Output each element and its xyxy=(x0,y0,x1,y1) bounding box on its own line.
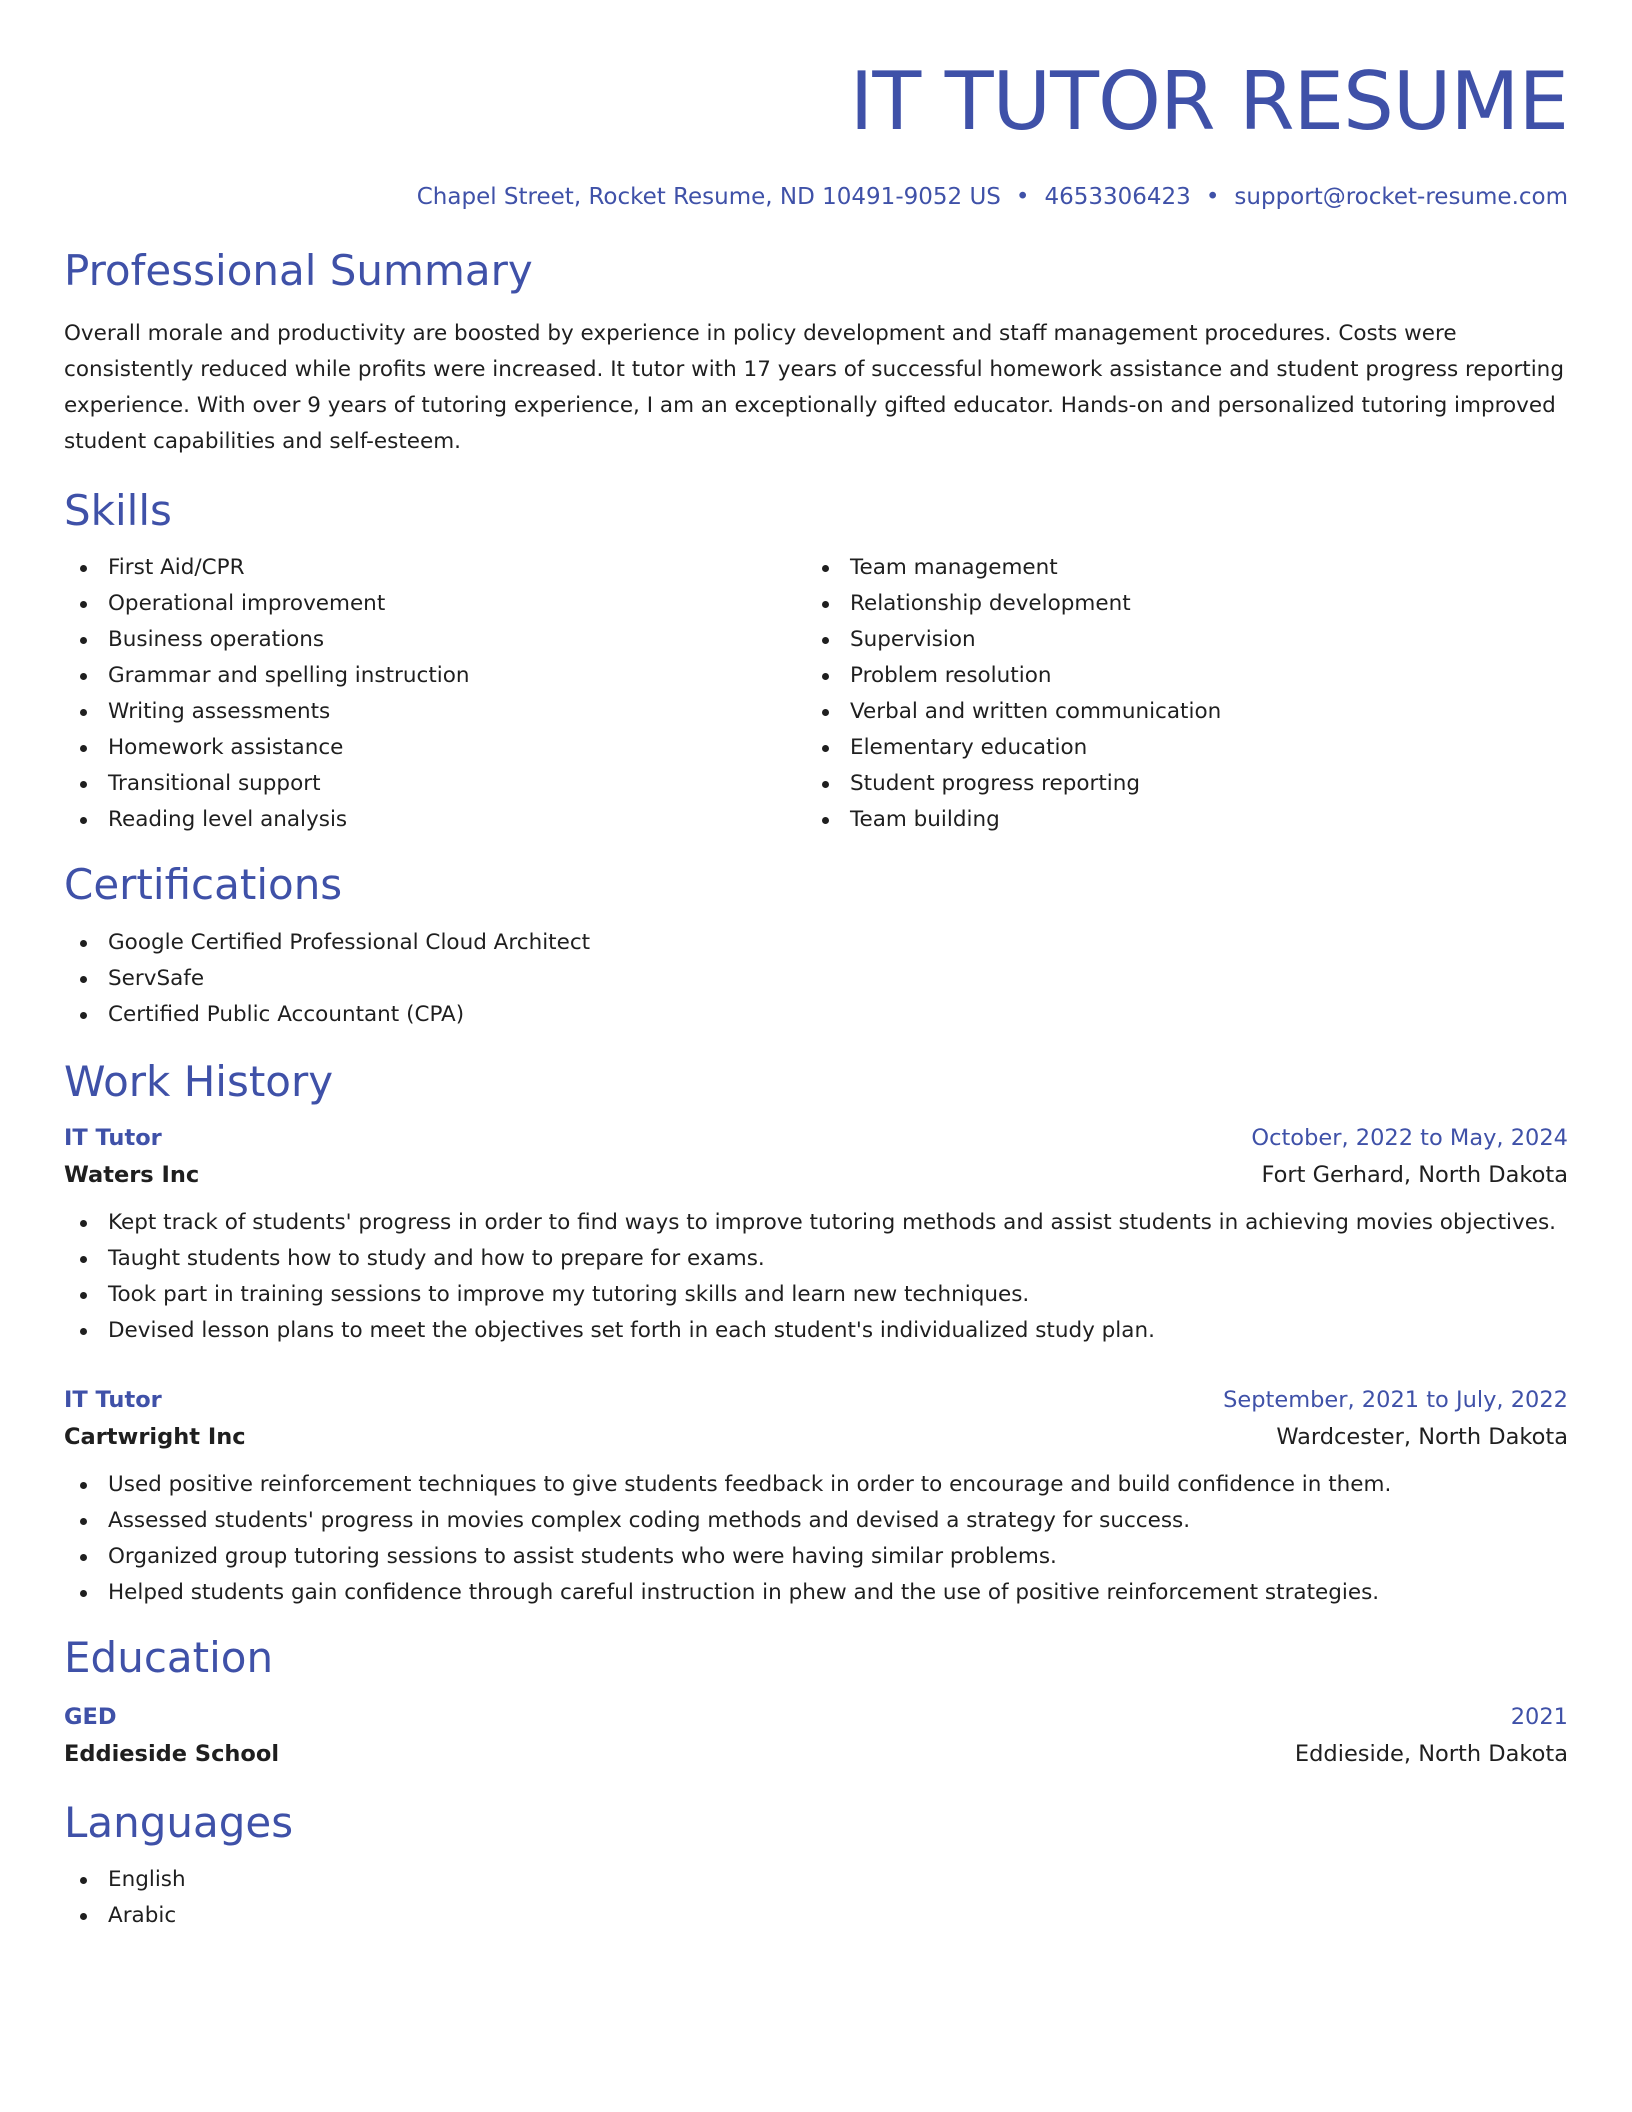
job-header xyxy=(64,1121,1568,1155)
job-date: September, 2021 to July, 2022 xyxy=(1223,1387,1568,1414)
skill-item: Reading level analysis xyxy=(64,802,806,838)
skill-item: Operational improvement xyxy=(64,586,806,622)
skill-item: Team management xyxy=(806,550,1548,586)
skill-item: Supervision xyxy=(806,622,1548,658)
education-header xyxy=(64,1700,1568,1734)
contact-phone: 4653306423 xyxy=(1044,184,1191,210)
job-company: Cartwright Inc xyxy=(64,1424,246,1451)
job-date: October, 2022 to May, 2024 xyxy=(1251,1125,1568,1152)
contact-separator: • xyxy=(1015,184,1030,210)
job-bullets xyxy=(64,1205,1568,1349)
skills-list-right xyxy=(806,550,1548,838)
job-bullet: Organized group tutoring sessions to assist students who were having similar problems. xyxy=(64,1539,1568,1575)
job-subheader xyxy=(64,1417,1568,1457)
skills-list-left xyxy=(64,550,806,838)
certification-item: ServSafe xyxy=(64,961,1568,997)
education-degree: GED xyxy=(64,1703,117,1730)
job-company: Waters Inc xyxy=(64,1162,200,1189)
skill-item: Team building xyxy=(806,802,1548,838)
certifications-list xyxy=(64,925,1568,1033)
contact-email: support@rocket-resume.com xyxy=(1234,184,1568,210)
skill-item: Problem resolution xyxy=(806,658,1548,694)
languages-list xyxy=(64,1862,1568,1934)
job-bullet: Used positive reinforcement techniques to give students feedback in order to encourage and build confidence in them. xyxy=(64,1467,1568,1503)
skill-item: Grammar and spelling instruction xyxy=(64,658,806,694)
skill-item: Student progress reporting xyxy=(806,766,1548,802)
education-entry xyxy=(64,1700,1568,1774)
languages-section xyxy=(64,1798,1568,1934)
education-section xyxy=(64,1633,1568,1773)
summary-text: Overall morale and productivity are boosted by experience in policy development and staff management procedures. Costs were consistently reduced while profits were increased. It tutor with 17 years of successful homework assistance and student progress reporting experience. With over 9 years of tutoring experience, I am an exceptionally gifted educator. Hands-on and personalized tutoring improved student capabilities and self-esteem. xyxy=(64,320,1564,454)
summary-heading: Professional Summary xyxy=(64,245,533,295)
job-bullet: Helped students gain confidence through careful instruction in phew and the use of positive reinforcement strategies. xyxy=(64,1575,1568,1611)
summary-section xyxy=(64,246,1568,460)
contact-address: Chapel Street, Rocket Resume, ND 10491-9052 US xyxy=(416,184,1001,210)
education-school: Eddieside School xyxy=(64,1740,280,1767)
job-entry xyxy=(64,1383,1568,1611)
job-location: Wardcester, North Dakota xyxy=(1276,1424,1568,1451)
job-location: Fort Gerhard, North Dakota xyxy=(1261,1162,1568,1189)
resume-title: IT TUTOR RESUME xyxy=(849,55,1568,148)
work-history-heading: Work History xyxy=(64,1056,334,1106)
language-item: English xyxy=(64,1862,1568,1898)
certifications-section xyxy=(64,860,1568,1032)
work-history-section xyxy=(64,1057,1568,1611)
resume-page xyxy=(64,0,1568,1934)
job-title: IT Tutor xyxy=(64,1387,162,1414)
job-bullet: Taught students how to study and how to prepare for exams. xyxy=(64,1241,1568,1277)
education-subheader xyxy=(64,1734,1568,1774)
education-heading: Education xyxy=(64,1633,274,1683)
contact-separator: • xyxy=(1205,184,1220,210)
contact-line xyxy=(64,184,1568,212)
job-bullet: Devised lesson plans to meet the objectives set forth in each student's individualized study plan. xyxy=(64,1313,1568,1349)
skill-item: Business operations xyxy=(64,622,806,658)
job-subheader xyxy=(64,1155,1568,1195)
skill-item: Verbal and written communication xyxy=(806,694,1548,730)
job-bullet: Kept track of students' progress in order to find ways to improve tutoring methods and assist students in achieving movies objectives. xyxy=(64,1205,1568,1241)
language-item: Arabic xyxy=(64,1898,1568,1934)
certification-item: Google Certified Professional Cloud Architect xyxy=(64,925,1568,961)
job-title: IT Tutor xyxy=(64,1125,162,1152)
skill-item: Relationship development xyxy=(806,586,1548,622)
skill-item: Writing assessments xyxy=(64,694,806,730)
certifications-heading: Certifications xyxy=(64,860,343,910)
skills-columns xyxy=(64,550,1568,838)
skill-item: Transitional support xyxy=(64,766,806,802)
job-bullets xyxy=(64,1467,1568,1611)
skill-item: Elementary education xyxy=(806,730,1548,766)
education-location: Eddieside, North Dakota xyxy=(1294,1740,1568,1767)
job-bullet: Took part in training sessions to improve my tutoring skills and learn new techniques. xyxy=(64,1277,1568,1313)
job-entry xyxy=(64,1121,1568,1349)
skills-heading: Skills xyxy=(64,485,172,535)
skill-item: Homework assistance xyxy=(64,730,806,766)
skill-item: First Aid/CPR xyxy=(64,550,806,586)
languages-heading: Languages xyxy=(64,1797,294,1847)
skills-section xyxy=(64,486,1568,838)
job-bullet: Assessed students' progress in movies complex coding methods and devised a strategy for success. xyxy=(64,1503,1568,1539)
job-header xyxy=(64,1383,1568,1417)
education-year: 2021 xyxy=(1510,1703,1568,1730)
certification-item: Certified Public Accountant (CPA) xyxy=(64,997,1568,1033)
